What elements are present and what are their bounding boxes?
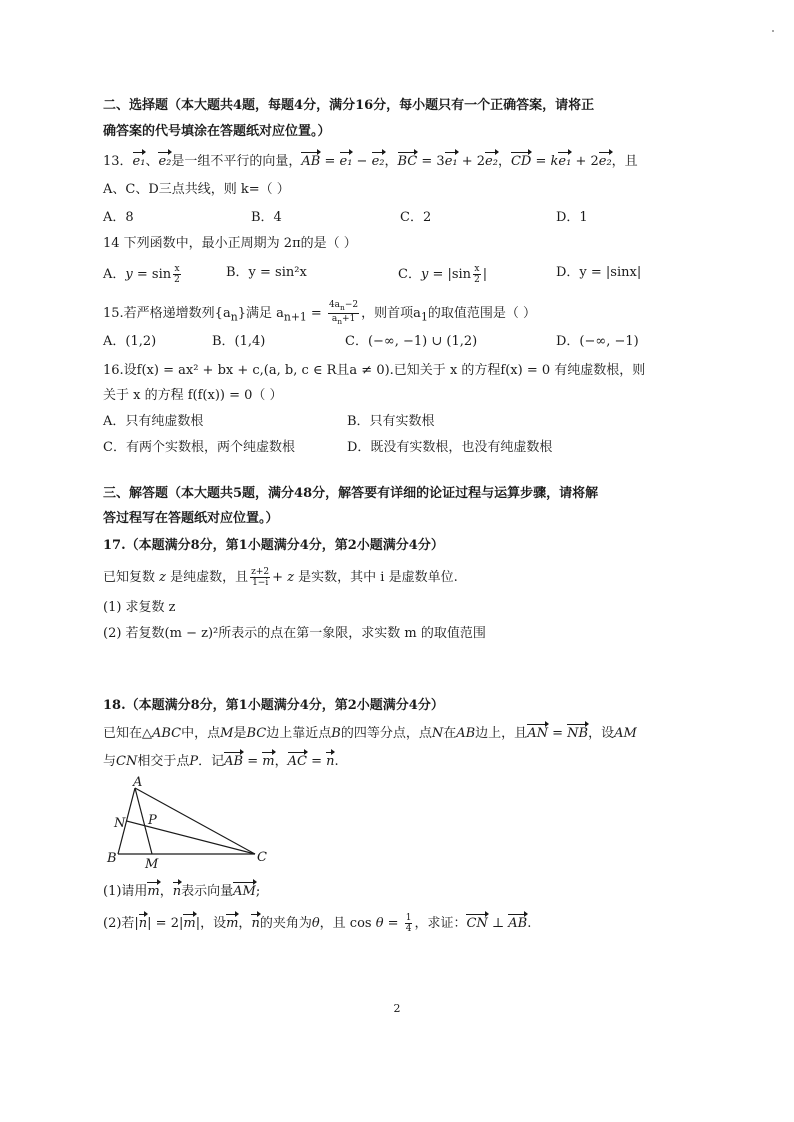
q17-stem: 已知复数 z 是纯虚数，且 $\frac{z+2}{1-i}$ + z 是实数，其中 i 是虚数单位.: [103, 567, 458, 588]
q17-title: 17.（本题满分8分，第1小题满分4分，第2小题满分4分）: [103, 538, 444, 553]
section2-header-line2: 确答案的代号填涂在答题纸对应位置。）: [103, 124, 331, 139]
section3-header-line2: 答过程写在答题纸对应位置。）: [103, 511, 279, 526]
q16-option-a: A．只有纯虚数根: [103, 414, 204, 429]
q16-option-d: D．既没有实数根，也没有纯虚数根: [347, 440, 553, 455]
triangle-figure: [105, 774, 275, 874]
label-n: N: [114, 816, 126, 831]
q15-option-d: D．(−∞, −1): [556, 334, 639, 349]
segment-cn: [127, 821, 256, 854]
q14-option-b: B．y = sin²x: [226, 265, 307, 280]
label-b: B: [107, 851, 117, 866]
q15-option-b: B．(1,4): [212, 334, 266, 349]
label-m: M: [145, 857, 159, 872]
label-a: A: [133, 775, 143, 790]
q16-option-b: B．只有实数根: [347, 414, 435, 429]
q13-option-a: A．8: [103, 210, 134, 225]
q15-option-c: C．(−∞, −1) ∪ (1,2): [345, 334, 478, 349]
label-c: C: [257, 850, 267, 865]
scan-speck: [772, 30, 774, 32]
q16-stem-line1: 16.设f(x) = ax² + bx + c,(a, b, c ∈ R且a ≠ 0).已知关于 x 的方程f(x) = 0 有纯虚数根，则: [103, 363, 646, 378]
q17-part1: (1) 求复数 z: [103, 600, 176, 615]
q18-stem-line1: 已知在△ABC中，点M是BC边上靠近点B的四等分点，点N在AB边上，且AN = NB，设AM: [103, 726, 637, 741]
q15-option-a: A．(1,2): [103, 334, 157, 349]
q18-part1: (1)请用m，n表示向量AM;: [103, 884, 261, 899]
section2-header-line1: 二、选择题（本大题共4题，每题4分，满分16分，每小题只有一个正确答案，请将正: [103, 98, 595, 113]
q13-stem-line1: 13．e₁、e₂是一组不平行的向量，AB = e₁ − e₂，BC = 3e₁ + 2e₂，CD = ke₁ + 2e₂，且: [103, 154, 638, 169]
page-number: 2: [393, 1002, 401, 1015]
q14-option-c: C．y = |sin $\frac{x}{2}$ |: [398, 264, 488, 285]
q14-option-a: A．y = sin $\frac{x}{2}$: [103, 264, 180, 285]
q15-stem: 15.若严格递增数列$\{a_n\}$满足 $a_{n+1}$ = $\frac{4a_n-2}{a_n+1}$ ，则首项$a_1$的取值范围是（ ）: [103, 300, 536, 326]
section3-header-line1: 三、解答题（本大题共5题，满分48分，解答要有详细的论证过程与运算步骤，请将解: [103, 486, 599, 501]
q18-stem-line2: 与CN相交于点P．记AB = m，AC = n.: [103, 754, 339, 769]
q16-stem-line2: 关于 x 的方程 f(f(x)) = 0（ ）: [103, 388, 283, 403]
q13-option-d: D．1: [556, 210, 588, 225]
q13-option-b: B．4: [251, 210, 282, 225]
q18-part2: (2)若|n| = 2|m|，设m，n的夹角为θ，且 cos θ = $\frac{1}{4}$ ，求证：CN ⊥ AB.: [103, 913, 532, 934]
q13-option-c: C．2: [400, 210, 432, 225]
q14-option-d: D．y = |sinx|: [556, 265, 642, 280]
q13-stem-line2: A、C、D三点共线，则 k=（ ）: [103, 182, 290, 197]
label-p: P: [148, 813, 157, 828]
q16-option-c: C．有两个实数根，两个纯虚数根: [103, 440, 295, 455]
q18-title: 18.（本题满分8分，第1小题满分4分，第2小题满分4分）: [103, 698, 444, 713]
q14-stem: 14 下列函数中，最小正周期为 2π的是（ ）: [103, 236, 357, 251]
q17-part2: (2) 若复数(m − z)²所表示的点在第一象限，求实数 m 的取值范围: [103, 626, 486, 641]
